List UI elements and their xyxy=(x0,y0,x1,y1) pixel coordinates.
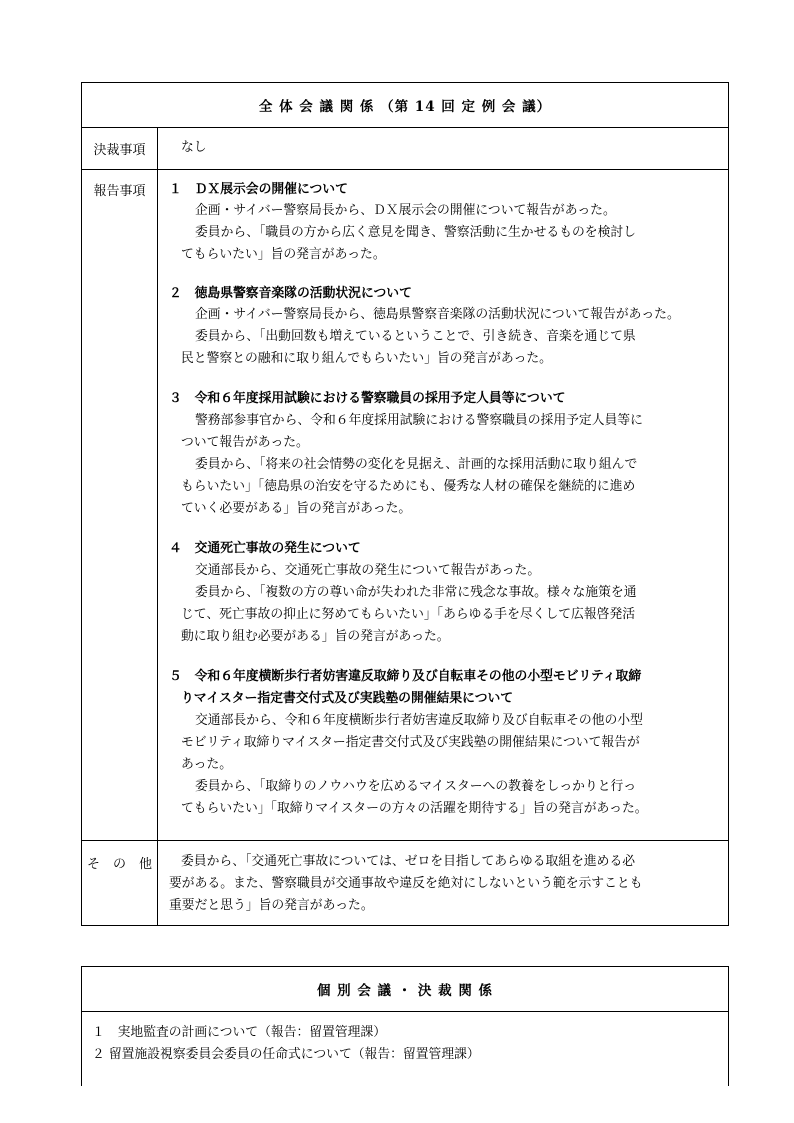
report-line: 動に取り組む必要がある」旨の発言があった。 xyxy=(181,629,450,644)
other-cell xyxy=(159,841,728,925)
report-line: もらいたい」「徳島県の治安を守るためにも、優秀な人材の確保を継続的に進め xyxy=(181,479,636,494)
report-line: あった。 xyxy=(181,757,233,772)
report-line: 企画・サイバー警察局長から、徳島県警察音楽隊の活動状況について報告があった。 xyxy=(195,307,680,322)
individual-meeting-title: 個 別 会 議 ・ 決 裁 関 係 xyxy=(82,967,728,1012)
report-row xyxy=(82,170,728,841)
other-line: 要がある。また、警察職員が交通事故や違反を絶対にしないという範を示すことも xyxy=(169,876,643,891)
report-line: 委員から、「取締りのノウハウを広めるマイスターへの教養をしっかりと行っ xyxy=(195,779,637,794)
report-line: 民と警察との融和に取り組んでもらいたい」旨の発言があった。 xyxy=(181,351,552,366)
report-line: てもらいたい」旨の発言があった。 xyxy=(181,247,386,262)
other-line: 委員から、「交通死亡事故については、ゼロを目指してあらゆる取組を進める必 xyxy=(181,854,636,869)
list-item: １ 実地監査の計画について（報告：留置管理課） xyxy=(92,1025,387,1040)
report-line: 企画・サイバー警察局長から、ＤＸ展示会の開催について報告があった。 xyxy=(195,203,616,218)
report-heading-continued: りマイスター指定書交付式及び実践塾の開催結果について xyxy=(181,691,514,706)
report-label: 報告事項 xyxy=(82,170,158,840)
list-item: ２ 留置施設視察委員会委員の任命式について（報告：留置管理課） xyxy=(92,1047,480,1062)
decision-label: 決裁事項 xyxy=(82,127,158,169)
other-row xyxy=(82,841,728,925)
report-heading: ３ 令和６年度採用試験における警察職員の採用予定人員等について xyxy=(169,391,566,406)
report-heading: ２ 徳島県警察音楽隊の活動状況について xyxy=(169,286,412,301)
other-line: 重要だと思う」旨の発言があった。 xyxy=(169,898,374,913)
report-heading: ５ 令和６年度横断歩行者妨害違反取締り及び自転車その他の小型モビリティ取締 xyxy=(169,669,642,684)
report-line: てもらいたい」「取締りマイスターの方々の活躍を期待する」旨の発言があった。 xyxy=(181,801,648,816)
report-line: じて、死亡事故の抑止に努めてもらいたい」「あらゆる手を尽くして広報啓発活 xyxy=(181,607,636,622)
plenary-meeting-table xyxy=(81,82,729,926)
report-line: ついて報告があった。 xyxy=(181,435,309,450)
report-line: 委員から、「出動回数も増えているということで、引き続き、音楽を通じて県 xyxy=(195,329,636,344)
report-line: 委員から、「複数の方の尊い命が失われた非常に残念な事故。様々な施策を通 xyxy=(195,585,637,600)
decision-row xyxy=(82,127,728,170)
other-label: そ の 他 xyxy=(82,841,158,925)
report-line: モビリティ取締りマイスター指定書交付式及び実践塾の開催結果について報告が xyxy=(181,735,640,750)
report-line: 交通部長から、交通死亡事故の発生について報告があった。 xyxy=(195,563,541,578)
decision-value: なし xyxy=(181,140,207,155)
report-cell xyxy=(159,170,728,840)
report-line: 委員から、「職員の方から広く意見を聞き、警察活動に生かせるものを検討し xyxy=(195,225,636,240)
report-line: 警務部参事官から、令和６年度採用試験における警察職員の採用予定人員等に xyxy=(195,413,643,428)
individual-meeting-table xyxy=(81,966,729,1086)
report-line: 委員から、「将来の社会情勢の変化を見据え、計画的な採用活動に取り組んで xyxy=(195,457,638,472)
report-heading: ４ 交通死亡事故の発生について xyxy=(169,541,361,556)
report-heading: １ ＤＸ展示会の開催について xyxy=(169,182,348,197)
report-line: 交通部長から、令和６年度横断歩行者妨害違反取締り及び自転車その他の小型 xyxy=(195,713,643,728)
plenary-meeting-title: 全 体 会 議 関 係 （第 14 回 定 例 会 議） xyxy=(82,83,728,128)
decision-cell xyxy=(159,127,728,169)
report-line: ていく必要がある」旨の発言があった。 xyxy=(181,501,412,516)
